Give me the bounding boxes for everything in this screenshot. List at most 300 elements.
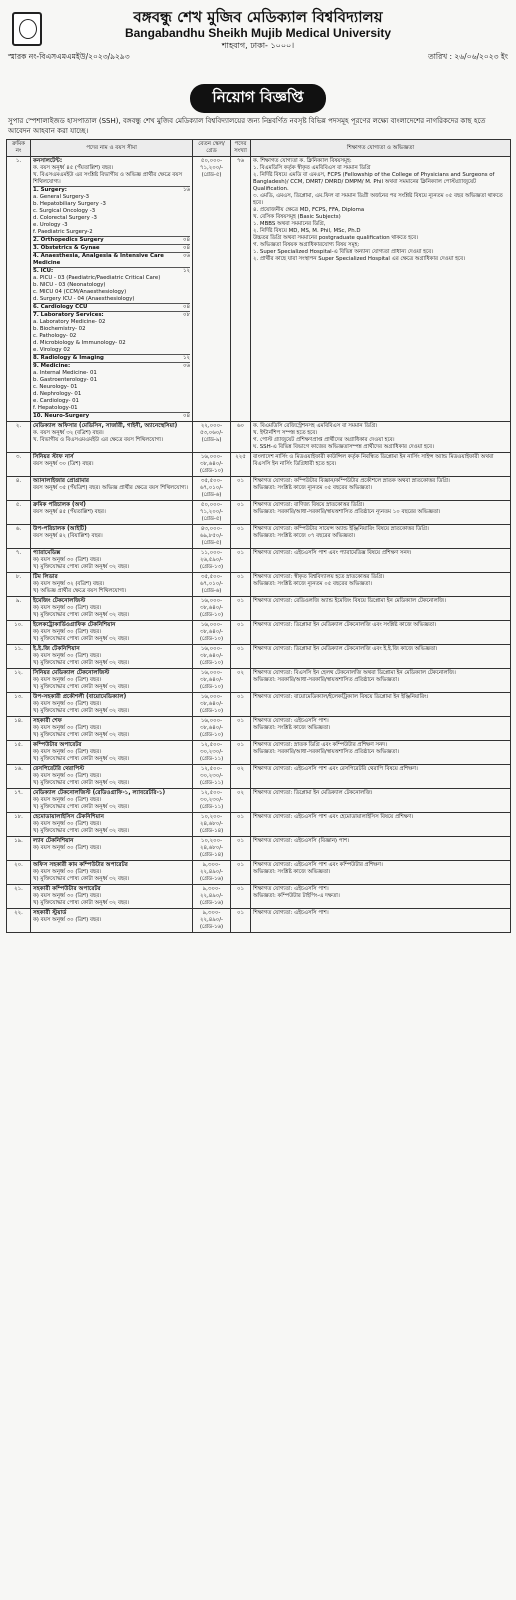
row-pay-scale bbox=[193, 549, 231, 573]
row-serial: ২০. bbox=[7, 861, 31, 885]
pay-line: ১৬,০০০- bbox=[200, 718, 223, 724]
department-block bbox=[33, 236, 190, 244]
department-name: 3. Obstetrics & Gynae bbox=[33, 245, 100, 251]
row-qualification bbox=[251, 693, 511, 717]
qualification-line: শিক্ষাগত যোগ্যতা: কম্পিউটার সায়েন্স অ্যান্ড ইঞ্জিনিয়ারিং বিষয়ে স্নাতকোত্তর ডিগ্রি। bbox=[253, 526, 429, 532]
pay-line: (গ্রেড-১০) bbox=[199, 636, 224, 642]
age-limit: বয়স অনূর্ধ্ব ৩০ (ত্রিশ) বছর। bbox=[33, 461, 94, 467]
pay-line: ১২,৫০০- bbox=[200, 766, 223, 772]
post-name: উপ-সহকারী প্রকৌশলী (বায়োমেডিক্যাল) bbox=[33, 694, 127, 700]
row-post-count: ৭৬ bbox=[231, 157, 251, 422]
row-post-count: ২২৫ bbox=[231, 453, 251, 477]
qualification-line: শিক্ষাগত যোগ্যতা: এইচএসসি পাশ। bbox=[253, 886, 329, 892]
row-pay-scale bbox=[193, 157, 231, 422]
department-count: ০৪ bbox=[182, 413, 190, 419]
post-name: সহকারী স্টুয়ার্ড bbox=[33, 910, 67, 916]
row-pay-scale bbox=[193, 621, 231, 645]
row-post-count: ০১ bbox=[231, 885, 251, 909]
department-name: 2. Orthopedics Surgery bbox=[33, 237, 104, 243]
department-item: b. Hepatobiliary Surgery -3 bbox=[33, 201, 106, 207]
post-name: ই.ই.জি টেকনিশিয়ান bbox=[33, 646, 80, 652]
age-limit: খ) মুক্তিযোদ্ধার পোষ্য কোটা অনূর্ধ্ব ৩২ বছর। bbox=[33, 804, 129, 810]
post-name: সহকারী শেফ bbox=[33, 718, 62, 724]
department-item: a. Internal Medicine- 01 bbox=[33, 370, 97, 376]
table-row bbox=[7, 669, 511, 693]
row-qualification bbox=[251, 765, 511, 789]
department-item: f. Paediatric Surgery-2 bbox=[33, 229, 93, 235]
row-post bbox=[31, 597, 193, 621]
row-pay-scale bbox=[193, 422, 231, 453]
table-row bbox=[7, 813, 511, 837]
department-item: b. Biochemistry- 02 bbox=[33, 326, 86, 332]
age-limit: খ) মুক্তিযোদ্ধার পোষ্য কোটা অনূর্ধ্ব ৩২ বছর। bbox=[33, 684, 129, 690]
department-item: a. General Surgery-3 bbox=[33, 194, 90, 200]
row-qualification bbox=[251, 837, 511, 861]
row-pay-scale bbox=[193, 765, 231, 789]
row-serial: ৩. bbox=[7, 453, 31, 477]
post-name: সহকারী কম্পিউটার অপারেটর bbox=[33, 886, 101, 892]
age-limit: ক) বয়স অনূর্ধ্ব ৩০ (ত্রিশ) বছর। bbox=[33, 701, 102, 707]
pay-line: ১০,২০০- bbox=[200, 814, 223, 820]
row-post bbox=[31, 789, 193, 813]
qualification-line: ক. শিক্ষাগত যোগ্যতা ক. ক্লিনিক্যাল বিষয়সমূহ: bbox=[253, 158, 352, 164]
department-block bbox=[33, 303, 190, 311]
qualification-line: ১. বিএমডিসি কর্তৃক স্বীকৃত এমবিবিএস বা সমমান ডিগ্রি bbox=[253, 165, 371, 171]
department-count: ০৬ bbox=[182, 253, 190, 259]
age-limit: ক) বয়স অনূর্ধ্ব ৩০ (ত্রিশ) বছর। bbox=[33, 821, 102, 827]
department-list bbox=[33, 253, 183, 267]
department-count: ০৪ bbox=[182, 245, 190, 251]
qualification-line: শিক্ষাগত যোগ্যতা: এইচএসসি (বিজ্ঞান) পাশ। bbox=[253, 838, 350, 844]
row-post bbox=[31, 157, 193, 422]
qualification-line: ক. বিএমডিসি রেজিস্ট্রেশনসহ এমবিবিএস বা সমমান ডিগ্রি। bbox=[253, 423, 378, 429]
department-item: c. Neurology- 01 bbox=[33, 384, 78, 390]
row-qualification bbox=[251, 621, 511, 645]
pay-line: (গ্রেড-৬) bbox=[201, 492, 222, 498]
qualification-line: শিক্ষাগত যোগ্যতা: এইচএসসি পাশ এবং হেমোডায়ালাইসিস বিষয়ে প্রশিক্ষণ। bbox=[253, 814, 414, 820]
age-limit: ক. বয়স অনূর্ধ্ব ৩২ (বত্রিশ) বছর। bbox=[33, 430, 104, 436]
age-limit: খ) মুক্তিযোদ্ধার পোষ্য কোটা অনূর্ধ্ব ৩২ বছর। bbox=[33, 660, 129, 666]
row-post bbox=[31, 765, 193, 789]
qualification-line: বাংলাদেশ নার্সিং ও মিডওয়াইফারী কাউন্সিল কর্তৃক নিবন্ধিত ডিপ্লোমা ইন নার্সিং সাইন্স অ্যান্ড মিডওয়াইফারী অথবা বিএসসি ইন নার্সিং ডিগ্রিধারী হতে হবে। bbox=[253, 454, 494, 467]
post-name: ল্যাব টেকনিশিয়ান bbox=[33, 838, 74, 844]
pay-line: ৫০,০০০- bbox=[200, 502, 223, 508]
row-post-count: ০২ bbox=[231, 789, 251, 813]
post-name: টিম লিডার bbox=[33, 574, 58, 580]
age-limit: ক) বয়স অনূর্ধ্ব ৩০ (ত্রিশ) বছর। bbox=[33, 845, 102, 851]
pay-line: ৩৫,৫০০- bbox=[200, 478, 223, 484]
table-row bbox=[7, 157, 511, 422]
age-limit: খ) মুক্তিযোদ্ধার পোষ্য কোটা অনূর্ধ্ব ৩২ বছর। bbox=[33, 612, 129, 618]
row-serial: ৯. bbox=[7, 597, 31, 621]
department-item: d. Surgery ICU - 04 (Anaesthesiology) bbox=[33, 296, 135, 302]
department-item: a. PICU - 03 (Paediatric/Paediatric Critical Care) bbox=[33, 275, 161, 281]
row-post bbox=[31, 861, 193, 885]
pay-line: ৯,৩০০- bbox=[202, 886, 221, 892]
pay-line: ৩৮,৬৪০/- bbox=[200, 725, 223, 731]
department-count: ১২ bbox=[182, 355, 190, 361]
pay-line: (গ্রেড-১০) bbox=[199, 708, 224, 714]
department-item: d. Colorectal Surgery -3 bbox=[33, 215, 97, 221]
header bbox=[6, 8, 510, 82]
qualification-line: শিক্ষাগত যোগ্যতা: এইচএসসি পাশ এবং কম্পিউটার প্রশিক্ষণ। bbox=[253, 862, 383, 868]
post-name: প্যারামেডিক্স bbox=[33, 550, 61, 556]
pay-line: (গ্রেড-১০) bbox=[199, 684, 224, 690]
department-name: 6. Cardiology CCU bbox=[33, 304, 88, 310]
pay-line: (গ্রেড-১১) bbox=[199, 756, 224, 762]
row-qualification bbox=[251, 453, 511, 477]
department-item: b. NICU - 03 (Neonatology) bbox=[33, 282, 106, 288]
row-qualification bbox=[251, 645, 511, 669]
age-limit: খ) অভিজ্ঞ প্রার্থীর ক্ষেত্রে বয়স শিথিলযোগ্য। bbox=[33, 588, 127, 594]
age-limit: খ. বিএসএমএমইউ এর সংশ্লিষ্ট বিভাগীয় ও অভিজ্ঞ প্রার্থীর ক্ষেত্রে বয়স শিথিলযোগ্য। bbox=[33, 172, 183, 185]
pay-line: ৩০,২৩০/- bbox=[200, 773, 223, 779]
title-english: Bangabandhu Sheikh Mujib Medical University bbox=[124, 26, 392, 40]
row-pay-scale bbox=[193, 693, 231, 717]
row-qualification bbox=[251, 717, 511, 741]
row-qualification bbox=[251, 477, 511, 501]
row-qualification bbox=[251, 813, 511, 837]
row-pay-scale bbox=[193, 741, 231, 765]
post-name: অ্যানালাইজার প্রোগ্রামার bbox=[33, 478, 90, 484]
qualification-line: অভিজ্ঞতা: কম্পিউটার টাইপিং-এ দক্ষতা। bbox=[253, 893, 340, 899]
row-post-count: ৬০ bbox=[231, 422, 251, 453]
row-pay-scale bbox=[193, 645, 231, 669]
pay-line: ৬৭,০১০/- bbox=[200, 581, 223, 587]
pay-line: (গ্রেড-১০) bbox=[199, 612, 224, 618]
row-post-count: ০১ bbox=[231, 525, 251, 549]
pay-line: ৩৮,৬৪০/- bbox=[200, 461, 223, 467]
age-limit: ক) বয়স অনূর্ধ্ব ৩০ (ত্রিশ) বছর। bbox=[33, 653, 102, 659]
department-item: d. Microbiology & Immunology- 02 bbox=[33, 340, 126, 346]
table-row bbox=[7, 453, 511, 477]
qualification-line: অভিজ্ঞতা: সংশ্লিষ্ট কাজে ন্যূনতম ০৫ বছরের অভিজ্ঞতা। bbox=[253, 581, 372, 587]
pay-line: ১৬,০০০- bbox=[200, 598, 223, 604]
row-serial: ১১. bbox=[7, 645, 31, 669]
age-limit: খ) মুক্তিযোদ্ধার পোষ্য কোটা অনূর্ধ্ব ৩২ বছর। bbox=[33, 828, 129, 834]
post-name: ক্রমিক পরিচালক (অর্থ) bbox=[33, 502, 86, 508]
row-qualification bbox=[251, 573, 511, 597]
row-pay-scale bbox=[193, 837, 231, 861]
pay-line: ২২,৪৯০/- bbox=[200, 893, 223, 899]
notice-date: তারিখ : ২৬/০৬/২০২৩ ইং bbox=[428, 52, 508, 61]
pay-line: (গ্রেড-১৬) bbox=[199, 900, 224, 906]
department-item: e. Virology 02 bbox=[33, 347, 71, 353]
table-row bbox=[7, 909, 511, 933]
pay-line: (গ্রেড-১০) bbox=[199, 660, 224, 666]
qualification-line: ২. নির্দিষ্ট বিষয়ে MD, MS, M. Phil, MSc, Ph.D bbox=[253, 228, 361, 234]
post-name: মেডিক্যাল টেকনোলজিস্ট (রেডিওগ্রাফি-১, ল্যাবরেটরি-১) bbox=[33, 790, 166, 796]
pay-line: ৫০,০০০- bbox=[200, 158, 223, 164]
pay-line: ২২,০০০- bbox=[200, 423, 223, 429]
age-limit: বয়স অনূর্ধ্ব ৩৫ (পঁয়ত্রিশ) বছর। অভিজ্ঞ প্রার্থীর ক্ষেত্রে বয়স শিথিলযোগ্য। bbox=[33, 485, 188, 491]
department-item: b. Gastroenterology- 01 bbox=[33, 377, 98, 383]
row-post-count: ০১ bbox=[231, 501, 251, 525]
pay-line: ৩৮,৬৪০/- bbox=[200, 701, 223, 707]
col-pay: বেতন স্কেল/গ্রেড bbox=[193, 140, 231, 157]
age-limit: খ. বিভাগীয় ও বিএসএমএমইউ এর ক্ষেত্রে বয়স শিথিলযোগ্য। bbox=[33, 437, 164, 443]
department-name: 4. Anaesthesia, Analgesia & Intensive Care Medicine bbox=[33, 253, 164, 266]
row-post-count: ০১ bbox=[231, 573, 251, 597]
age-limit: বয়স অনূর্ধ্ব ৪২ (বিয়াল্লিশ) বছর। bbox=[33, 533, 103, 539]
row-serial: ৫. bbox=[7, 501, 31, 525]
department-item: c. MICU 04 (CCM/Anaesthesiology) bbox=[33, 289, 127, 295]
age-limit: ক) বয়স অনূর্ধ্ব ৩০ (ত্রিশ) বছর। bbox=[33, 773, 102, 779]
university-logo-icon bbox=[12, 12, 42, 46]
qualification-line: ৩. এমডি, এমএস, ডিপ্লোমা, এম.ফিল বা সমমান ডিগ্রী অর্জনের পর সংশ্লিষ্ট বিষয়ে ন্যূনতম ০৫ বছর অভিজ্ঞতা থাকতে হবে। bbox=[253, 193, 503, 206]
row-post bbox=[31, 741, 193, 765]
row-serial: ১৫. bbox=[7, 741, 31, 765]
qualification-line: ১. MBBS অথবা সমমানের ডিগ্রি, bbox=[253, 221, 326, 227]
table-row bbox=[7, 765, 511, 789]
age-limit: খ) মুক্তিযোদ্ধার পোষ্য কোটা অনূর্ধ্ব ৩২ বছর। bbox=[33, 780, 129, 786]
department-item: d. Nephrology- 01 bbox=[33, 391, 82, 397]
address: শাহবাগ, ঢাকা- ১০০০। bbox=[221, 41, 295, 50]
post-name: রেসপিরেটরি থেরাপিস্ট bbox=[33, 766, 85, 772]
pay-line: ৩৮,৬৪০/- bbox=[200, 677, 223, 683]
age-limit: বয়স অনূর্ধ্ব ৪৫ (পঁয়তাল্লিশ) বছর। bbox=[33, 509, 106, 515]
table-row bbox=[7, 717, 511, 741]
col-serial: ক্রমিক নং bbox=[7, 140, 31, 157]
row-post bbox=[31, 621, 193, 645]
age-limit: ক. বয়স অনূর্ধ্ব ৪৫ (পঁয়তাল্লিশ) বছর। bbox=[33, 165, 114, 171]
row-pay-scale bbox=[193, 669, 231, 693]
qualification-line: ২. প্রার্থীর কাছে যারা সংস্থাপন Super Specialized Hospital এর ক্ষেত্রে অগ্রাধিকার দেওয়া হবে। bbox=[253, 256, 466, 262]
table-row bbox=[7, 861, 511, 885]
age-limit: ক) বয়স অনূর্ধ্ব ৩২ (বত্রিশ) বছর। bbox=[33, 581, 105, 587]
qualification-line: অভিজ্ঞতা: সরকারি/আধা-সরকারি/স্বায়ত্তশাসিত প্রতিষ্ঠানে অভিজ্ঞতা। bbox=[253, 749, 399, 755]
qualification-line: ঘ. SSH-এ বিভিন্ন বিভাগে কাজের অভিজ্ঞতাসম্পন্ন প্রার্থীদের অগ্রাধিকার দেওয়া হবে। bbox=[253, 444, 434, 450]
table-row bbox=[7, 741, 511, 765]
table-row bbox=[7, 501, 511, 525]
intro-text: সুপার স্পেশালাইজড হাসপাতাল (SSH), বঙ্গবন্ধু শেখ মুজিব মেডিক্যাল বিশ্ববিদ্যালয়ের জন্য নিম্নবর্ণিত নবসৃষ্ট বিভিন্ন পদসমূহ পূরণের লক্ষ্যে বাংলাদেশের নাগরিকদের কাছ হতে আবেদন আহবান করা যাচ্ছে। bbox=[8, 117, 486, 135]
reference-row bbox=[6, 52, 510, 62]
pay-line: ৩৫,৫০০- bbox=[200, 574, 223, 580]
qualification-line: গ. পোস্ট গ্র্যাজুয়েট প্রশিক্ষণপ্রাপ্ত প্রার্থীদের অগ্রাধিকার দেওয়া হবে। bbox=[253, 437, 395, 443]
row-post-count: ০১ bbox=[231, 861, 251, 885]
age-limit: খ) মুক্তিযোদ্ধার পোষ্য কোটা অনূর্ধ্ব ৩২ বছর। bbox=[33, 732, 129, 738]
department-list bbox=[33, 245, 100, 252]
table-row bbox=[7, 621, 511, 645]
age-limit: খ) মুক্তিযোদ্ধার পোষ্য কোটা অনূর্ধ্ব ৩২ বছর। bbox=[33, 636, 129, 642]
row-post-count: ০১ bbox=[231, 909, 251, 933]
age-limit: ক) বয়স অনূর্ধ্ব ৩০ (ত্রিশ) বছর। bbox=[33, 725, 102, 731]
row-serial: ১৬. bbox=[7, 765, 31, 789]
department-list bbox=[33, 268, 160, 303]
row-post bbox=[31, 453, 193, 477]
row-post bbox=[31, 573, 193, 597]
qualification-line: উচ্চতর ডিগ্রি অথবা সমমানের postgraduate qualification থাকতে হবে। bbox=[253, 235, 419, 241]
post-name: ইমেজিং টেকনোলজিস্ট bbox=[33, 598, 86, 604]
posts-table bbox=[6, 139, 511, 933]
pay-line: (গ্রেড-১৬) bbox=[199, 876, 224, 882]
row-post bbox=[31, 669, 193, 693]
row-qualification bbox=[251, 909, 511, 933]
pay-line: ১২,৫০০- bbox=[200, 790, 223, 796]
department-count: ১২ bbox=[182, 268, 190, 274]
qualification-line: শিক্ষাগত যোগ্যতা: এইচএসসি পাশ। bbox=[253, 910, 329, 916]
department-item: c. Surgical Oncology -3 bbox=[33, 208, 96, 214]
age-limit: ক) বয়স অনূর্ধ্ব ৩০ (ত্রিশ) বছর। bbox=[33, 557, 102, 563]
qualification-line: শিক্ষাগত যোগ্যতা: ডিপ্লোমা ইন মেডিক্যাল টেকনোলজি এবং সংশ্লিষ্ট কাজে অভিজ্ঞতা। bbox=[253, 622, 437, 628]
age-limit: খ) মুক্তিযোদ্ধার পোষ্য কোটা অনূর্ধ্ব ৩২ বছর। bbox=[33, 756, 129, 762]
row-serial: ৭. bbox=[7, 549, 31, 573]
pay-line: ৩৮,৬৪০/- bbox=[200, 629, 223, 635]
department-item: c. Pathology- 02 bbox=[33, 333, 77, 339]
row-post-count: ০২ bbox=[231, 765, 251, 789]
qualification-line: ৪. প্রয়োজনীয় ক্ষেত্রে MD, FCPS, FFA, Diploma bbox=[253, 207, 365, 213]
qualification-line: ২. নির্দিষ্ট বিষয়ে এমডি বা এমএস, FCPS (Fellowship of the College of Physicians and Surgeons of Bangladesh)/ CCM, DMRT/ DMRD/ DMPM/ M. Phil অথবা সমমানের ক্লিনিক্যাল পোস্টগ্র্যাজুয়েট Qualification. bbox=[253, 172, 495, 192]
age-limit: খ) মুক্তিযোদ্ধার পোষ্য কোটা অনূর্ধ্ব ৩২ বছর। bbox=[33, 876, 129, 882]
pay-line: (গ্রেড-১১) bbox=[199, 780, 224, 786]
department-item: e. Cardiology- 01 bbox=[33, 398, 79, 404]
post-name: অফিস সহকারী কাম কম্পিউটার অপারেটর bbox=[33, 862, 128, 868]
row-qualification bbox=[251, 422, 511, 453]
pay-line: ৫৩,০৬০/- bbox=[200, 430, 223, 436]
pay-line: ১৬,০০০- bbox=[200, 670, 223, 676]
row-qualification bbox=[251, 861, 511, 885]
department-count: ০৮ bbox=[182, 312, 190, 318]
age-limit: ক) বয়স অনূর্ধ্ব ৩০ (ত্রিশ) বছর। bbox=[33, 749, 102, 755]
row-post-count: ০১ bbox=[231, 477, 251, 501]
row-post bbox=[31, 549, 193, 573]
qualification-line: শিক্ষাগত যোগ্যতা: রেডিওলজি অ্যান্ড ইমেজিং বিষয়ে ডিপ্লোমা ইন মেডিক্যাল টেকনোলজি। bbox=[253, 598, 446, 604]
department-block bbox=[33, 267, 190, 303]
row-post bbox=[31, 501, 193, 525]
row-post bbox=[31, 693, 193, 717]
row-pay-scale bbox=[193, 477, 231, 501]
row-pay-scale bbox=[193, 861, 231, 885]
table-row bbox=[7, 645, 511, 669]
table-row bbox=[7, 789, 511, 813]
row-post bbox=[31, 525, 193, 549]
pay-line: ১০,২০০- bbox=[200, 838, 223, 844]
notice-banner bbox=[6, 84, 510, 113]
post-name: সিনিয়র মেডিক্যাল টেকনোলজিস্ট bbox=[33, 670, 110, 676]
department-block bbox=[33, 186, 190, 236]
pay-line: (গ্রেড-১০) bbox=[199, 468, 224, 474]
row-serial: ১৪. bbox=[7, 717, 31, 741]
department-block bbox=[33, 311, 190, 354]
post-name: উপ-পরিচালক (আইটি) bbox=[33, 526, 87, 532]
department-count: ০৪ bbox=[182, 304, 190, 310]
row-qualification bbox=[251, 789, 511, 813]
pay-line: ২৪,৬৮০/- bbox=[200, 821, 223, 827]
banner-title: নিয়োগ বিজ্ঞপ্তি bbox=[190, 84, 325, 113]
row-pay-scale bbox=[193, 789, 231, 813]
table-row bbox=[7, 597, 511, 621]
pay-line: ৪৩,০০০- bbox=[200, 526, 223, 532]
age-limit: খ) মুক্তিযোদ্ধার পোষ্য কোটা অনূর্ধ্ব ৩২ বছর। bbox=[33, 564, 129, 570]
department-name: 5. ICU: bbox=[33, 268, 54, 274]
row-pay-scale bbox=[193, 501, 231, 525]
row-post bbox=[31, 837, 193, 861]
pay-line: ৭১,২০০/- bbox=[200, 165, 223, 171]
row-qualification bbox=[251, 157, 511, 422]
row-post bbox=[31, 645, 193, 669]
row-post-count: ০১ bbox=[231, 813, 251, 837]
row-pay-scale bbox=[193, 573, 231, 597]
table-row bbox=[7, 693, 511, 717]
department-block bbox=[33, 362, 190, 412]
title-bangla: বঙ্গবন্ধু শেখ মুজিব মেডিক্যাল বিশ্ববিদ্যালয় bbox=[133, 8, 383, 26]
row-pay-scale bbox=[193, 597, 231, 621]
pay-line: (গ্রেড-১৩) bbox=[199, 564, 224, 570]
col-post: পদের নাম ও বয়স সীমা bbox=[31, 140, 193, 157]
pay-line: ১৬,০০০- bbox=[200, 454, 223, 460]
row-serial: ২. bbox=[7, 422, 31, 453]
qualification-line: অভিজ্ঞতা: সংশ্লিষ্ট কাজে অভিজ্ঞতা। bbox=[253, 869, 331, 875]
row-serial: ১৮. bbox=[7, 813, 31, 837]
pay-line: ৩০,২৩০/- bbox=[200, 749, 223, 755]
pay-line: ১২,৫০০- bbox=[200, 742, 223, 748]
table-row bbox=[7, 477, 511, 501]
pay-line: (গ্রেড-১০) bbox=[199, 732, 224, 738]
department-block bbox=[33, 244, 190, 252]
department-name: 7. Laboratory Services: bbox=[33, 312, 104, 318]
pay-line: (গ্রেড-১৪) bbox=[199, 828, 224, 834]
row-pay-scale bbox=[193, 885, 231, 909]
table-header-row bbox=[7, 140, 511, 157]
row-serial: ১৭. bbox=[7, 789, 31, 813]
department-list bbox=[33, 355, 104, 362]
row-qualification bbox=[251, 741, 511, 765]
row-post bbox=[31, 477, 193, 501]
department-name: 8. Radiology & Imaging bbox=[33, 355, 104, 361]
pay-line: ৯,৩০০- bbox=[202, 910, 221, 916]
pay-line: ২৪,৬৮০/- bbox=[200, 845, 223, 851]
age-limit: ক) বয়স অনূর্ধ্ব ৩০ (ত্রিশ) বছর। bbox=[33, 797, 102, 803]
row-pay-scale bbox=[193, 909, 231, 933]
department-count: ০৪ bbox=[182, 237, 190, 243]
qualification-line: শিক্ষাগত যোগ্যতা: ডিপ্লোমা ইন মেডিক্যাল টেকনোলজি এবং ই.ই.জি কাজে অভিজ্ঞতা। bbox=[253, 646, 438, 652]
pay-line: (গ্রেড-৯) bbox=[201, 437, 222, 443]
department-item: e. Urology -3 bbox=[33, 222, 68, 228]
row-serial: ১. bbox=[7, 157, 31, 422]
pay-line: ১৬,০০০- bbox=[200, 694, 223, 700]
department-count: ১৬ bbox=[182, 187, 190, 193]
row-pay-scale bbox=[193, 525, 231, 549]
department-list bbox=[33, 237, 104, 244]
row-post-count: ০২ bbox=[231, 669, 251, 693]
pay-line: ৩০,২৩০/- bbox=[200, 797, 223, 803]
table-row bbox=[7, 573, 511, 597]
col-qualification: শিক্ষাগত যোগ্যতা ও অভিজ্ঞতা bbox=[251, 140, 511, 157]
pay-line: ২২,৪৯০/- bbox=[200, 869, 223, 875]
qualification-line: ১. Super Specialized Hospital-এ বিভিন্ন অন্যান্য যোগ্যতা প্রাধান্য দেওয়া হবে। bbox=[253, 249, 434, 255]
pay-line: (গ্রেড-১১) bbox=[199, 804, 224, 810]
row-serial: ১২. bbox=[7, 669, 31, 693]
department-list bbox=[33, 312, 126, 354]
department-name: 10. Neuro-Surgery bbox=[33, 413, 90, 419]
pay-line: (গ্রেড-৫) bbox=[201, 540, 222, 546]
pay-line: ৩৮,৬৪০/- bbox=[200, 605, 223, 611]
row-post-count: ০১ bbox=[231, 837, 251, 861]
table-body bbox=[7, 157, 511, 933]
pay-line: ২২,৪৯০/- bbox=[200, 917, 223, 923]
department-count: ০৬ bbox=[182, 363, 190, 369]
department-name: 1. Surgery: bbox=[33, 187, 67, 193]
row-post-count: ০১ bbox=[231, 597, 251, 621]
pay-line: ৯,৩০০- bbox=[202, 862, 221, 868]
qualification-line: অভিজ্ঞতা: সংশ্লিষ্ট কাজে ০৭ বছরের অভিজ্ঞতা। bbox=[253, 533, 356, 539]
row-post-count: ০১ bbox=[231, 741, 251, 765]
qualification-line: শিক্ষাগত যোগ্যতা: বিএসসি ইন হেলথ টেকনোলজি অথবা ডিপ্লোমা ইন মেডিক্যাল টেকনোলজি। bbox=[253, 670, 456, 676]
row-post-count: ০১ bbox=[231, 693, 251, 717]
qualification-line: শিক্ষাগত যোগ্যতা: এইচএসসি পাশ এবং রেসপিরেটরি থেরাপি বিষয়ে প্রশিক্ষণ। bbox=[253, 766, 418, 772]
row-post bbox=[31, 885, 193, 909]
table-row bbox=[7, 525, 511, 549]
